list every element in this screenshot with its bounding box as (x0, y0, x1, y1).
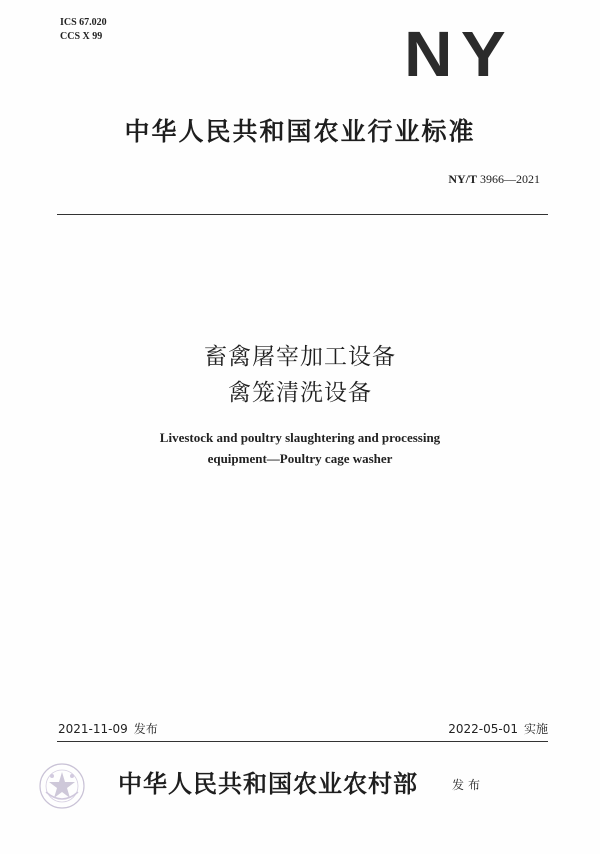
ccs-code: CCS X 99 (60, 31, 103, 42)
standard-number-value: 3966—2021 (480, 172, 540, 186)
standard-number-prefix: NY/T (448, 172, 477, 186)
title-en-line2: equipment—Poultry cage washer (207, 451, 393, 466)
bottom-divider (57, 741, 548, 742)
title-cn-line1: 畜禽屠宰加工设备 (204, 344, 396, 370)
ny-logo: NY (404, 18, 515, 90)
publish-label: 发布 (452, 778, 485, 792)
implement-date (448, 720, 548, 737)
seal-icon (38, 762, 86, 810)
title-en-line1: Livestock and poultry slaughtering and processing (159, 430, 441, 445)
issue-date (58, 720, 158, 737)
title-cn-line2: 禽笼清洗设备 (228, 380, 372, 406)
issue-date-value: 2021-11-09 (58, 722, 128, 736)
publisher-name: 中华人民共和国农业农村部 (118, 769, 418, 798)
standard-number (448, 172, 540, 187)
classification-codes (60, 16, 107, 44)
issue-label: 发布 (133, 722, 158, 736)
implement-date-value: 2022-05-01 (448, 722, 518, 736)
ics-code: ICS 67.020 (60, 17, 107, 28)
implement-label: 实施 (523, 722, 548, 736)
standard-category: 中华人民共和国农业行业标准 (124, 117, 476, 146)
top-divider (57, 214, 548, 215)
